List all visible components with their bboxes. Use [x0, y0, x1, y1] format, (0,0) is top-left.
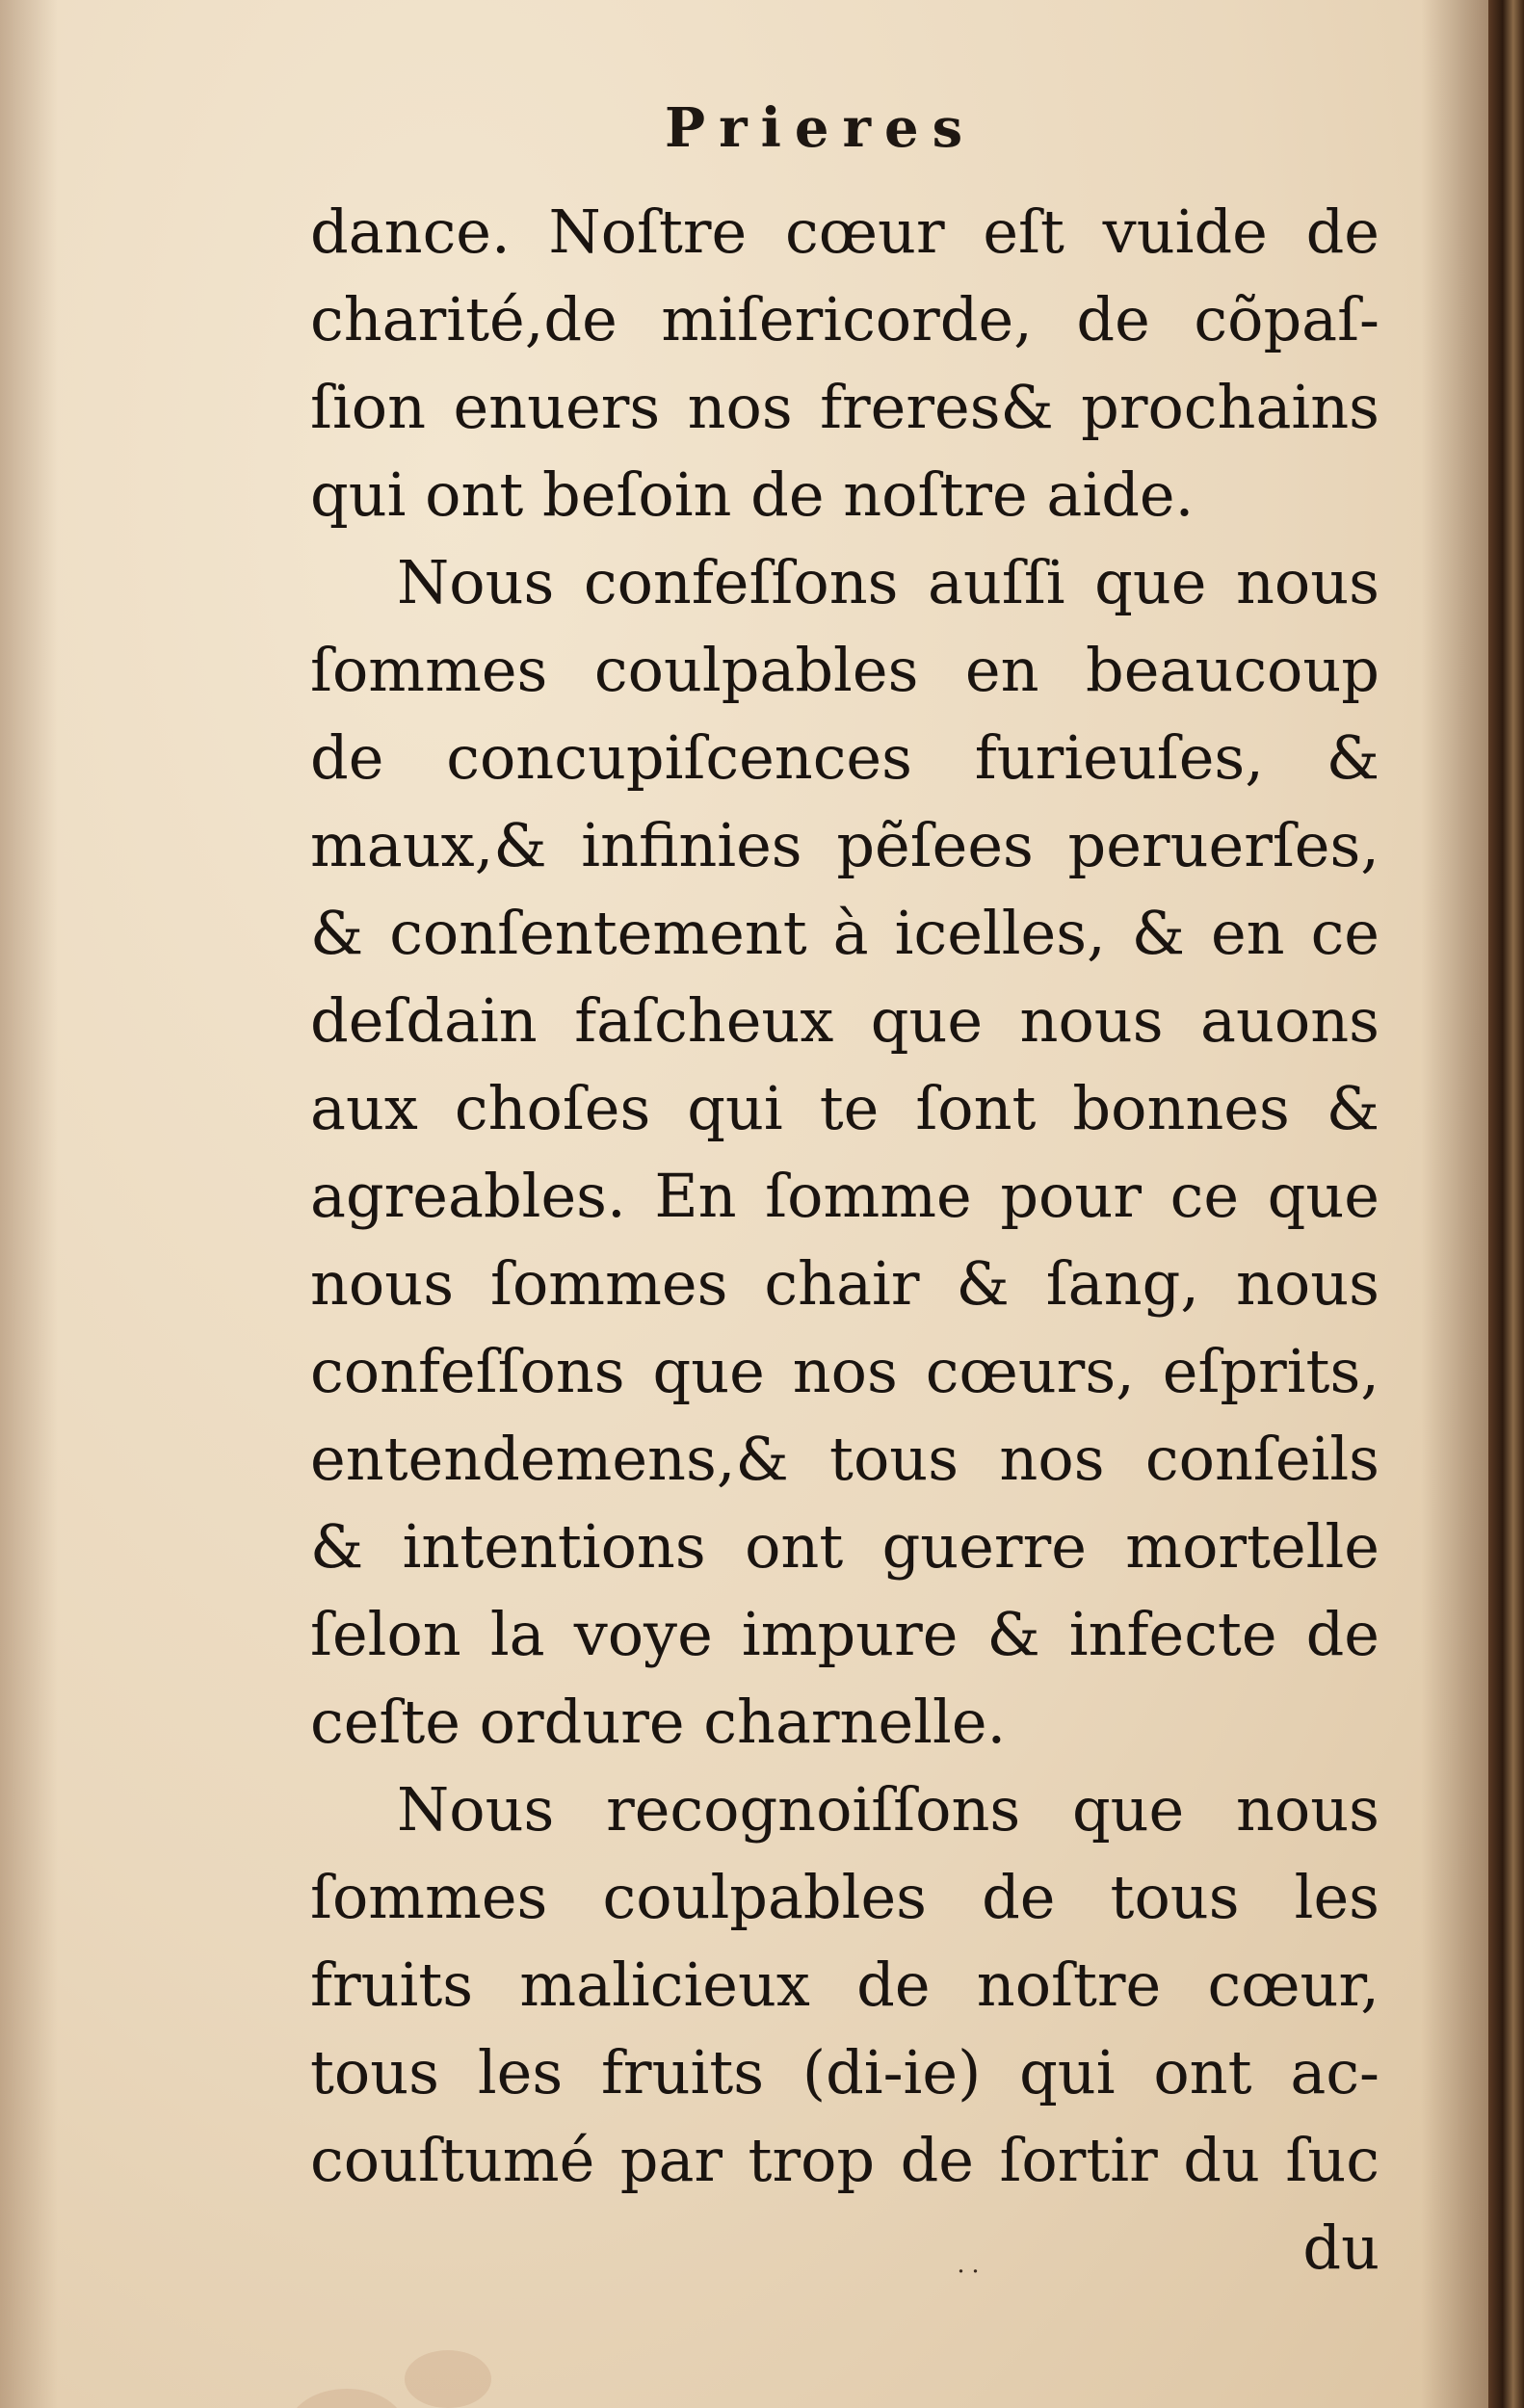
- text-line: ſommes coulpables de tous les: [310, 1862, 1379, 1932]
- text-line: qui ont beſoin de noſtre aide.: [310, 459, 1195, 530]
- text-line: & intentions ont guerre mortelle: [310, 1511, 1379, 1582]
- body-text: [310, 188, 1379, 2291]
- text-line: Nous recognoiſſons que nous: [397, 1774, 1379, 1845]
- text-line: fruits malicieux de noſtre cœur,: [310, 1950, 1379, 2020]
- text-line: de concupiſcences furieuſes, &: [310, 722, 1379, 793]
- text-line: & conſentement à icelles, & en ce: [310, 898, 1379, 968]
- text-line: deſdain faſcheux que nous auons: [310, 985, 1379, 1056]
- paper-stain: [289, 2389, 405, 2408]
- text-line: couſtumé par trop de ſortir du ſuc: [310, 2125, 1379, 2195]
- text-line: tous les fruits (di-ie) qui ont ac-: [310, 2037, 1379, 2107]
- paper-stain: [405, 2350, 491, 2408]
- text-line: agreables. En ſomme pour ce que: [310, 1161, 1379, 1231]
- catchword: du: [1302, 2212, 1379, 2283]
- text-line: ſommes coulpables en beaucoup: [310, 635, 1379, 705]
- text-line: Nous confeſſons auſſi que nous: [397, 547, 1379, 617]
- page-edge: [1488, 0, 1524, 2408]
- text-line: dance. Noſtre cœur eſt vuide de: [310, 196, 1379, 267]
- text-line: charité,de miſericorde, de cõpaſ-: [310, 284, 1379, 354]
- text-line: ceſte ordure charnelle.: [310, 1687, 1007, 1757]
- text-line: confeſſons que nos cœurs, eſprits,: [310, 1336, 1379, 1406]
- text-line: nous ſommes chair & ſang, nous: [310, 1248, 1379, 1319]
- text-line: ſelon la voye impure & infecte de: [310, 1599, 1379, 1669]
- signature-mark: ˙˙: [954, 2265, 983, 2299]
- text-line: aux choſes qui te ſont bonnes &: [310, 1073, 1379, 1143]
- text-line: entendemens,& tous nos conſeils: [310, 1424, 1379, 1494]
- text-line: ſion enuers nos freres& prochains: [310, 372, 1379, 442]
- running-head: Prieres: [665, 96, 977, 160]
- text-line: maux,& infinies pẽſees peruerſes,: [310, 810, 1379, 880]
